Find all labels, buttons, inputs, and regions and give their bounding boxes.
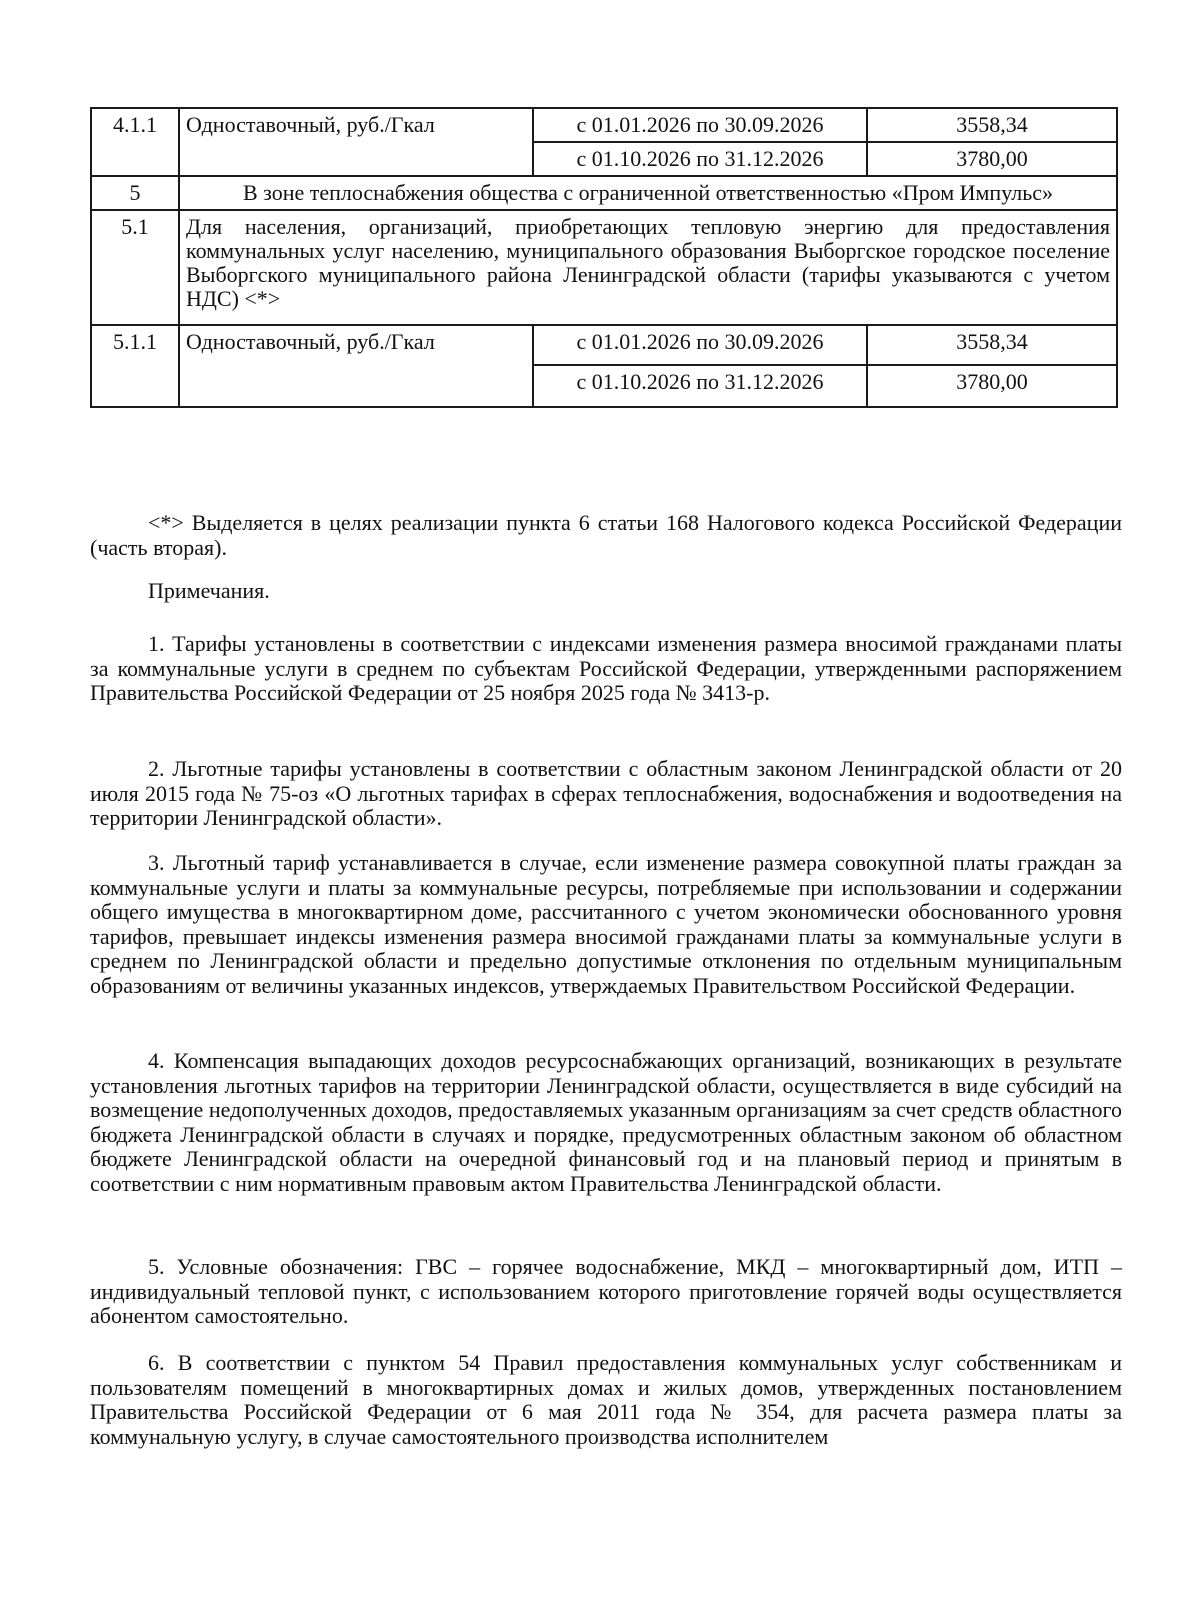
heat-supply-zone: В зоне теплоснабжения общества с ограниченной ответственностью «Пром Импульс» xyxy=(179,176,1117,210)
notes-title: Примечания. xyxy=(148,578,270,603)
tariff-value: 3780,00 xyxy=(867,142,1117,176)
note-5 xyxy=(90,1255,1122,1329)
tariff-value: 3558,34 xyxy=(867,108,1117,142)
note-text: 5. Условные обозначения: ГВС – горячее водоснабжение, МКД – многоквартирный дом, ИТП – индивидуальный тепловой пункт, с использованием которого приготовление горячей воды осуществляется абонентом самостоятельно. xyxy=(90,1254,1122,1328)
tariff-kind: Одноставочный, руб./Гкал xyxy=(179,108,533,176)
note-text: 3. Льготный тариф устанавливается в случае, если изменение размера совокупной платы граждан за коммунальные услуги и платы за коммунальные ресурсы, потребляемые при использовании и содержании общего имущества в многоквартирном доме, рассчитанного с учетом экономически обоснованного уровня тарифов, превышает индексы изменения размера вносимой гражданами платы за коммунальные услуги в среднем по Ленинградской области и предельно допустимые отклонения по отдельным муниципальным образованиям от величины указанных индексов, утверждаемых Правительством Российской Федерации. xyxy=(90,850,1122,998)
note-1 xyxy=(90,632,1122,706)
table-row xyxy=(91,210,1117,325)
row-number: 5.1.1 xyxy=(91,325,179,407)
tariff-period: с 01.10.2026 по 31.12.2026 xyxy=(533,142,867,176)
footnote xyxy=(90,511,1122,560)
row-number: 5 xyxy=(91,176,179,210)
consumer-group-description: Для населения, организаций, приобретающих тепловую энергию для предоставления коммунальных услуг населению, муниципального образования Выборгское городское поселение Выборгского муниципального района Ленинградской области (тарифы указываются с учетом НДС) <*> xyxy=(179,210,1117,325)
note-text: 4. Компенсация выпадающих доходов ресурсоснабжающих организаций, возникающих в результате установления льготных тарифов на территории Ленинградской области, осуществляется в виде субсидий на возмещение недополученных доходов, предоставляемых указанным организациям за счет средств областного бюджета Ленинградской области в случаях и порядке, предусмотренных областным законом об областном бюджете Ленинградской области на очередной финансовый год и на плановый период и принятым в соответствии с ним нормативным правовым актом Правительства Ленинградской области. xyxy=(90,1048,1122,1196)
tariff-period: с 01.10.2026 по 31.12.2026 xyxy=(533,365,867,407)
notes-heading xyxy=(90,579,1122,604)
note-text: 2. Льготные тарифы установлены в соответствии с областным законом Ленинградской области от 20 июля 2015 года № 75-оз «О льготных тарифах в сферах теплоснабжения, водоснабжения и водоотведения на территории Ленинградской области». xyxy=(90,756,1122,830)
row-number: 4.1.1 xyxy=(91,108,179,176)
tariff-kind: Одноставочный, руб./Гкал xyxy=(179,325,533,407)
note-6 xyxy=(90,1351,1122,1449)
row-number: 5.1 xyxy=(91,210,179,325)
tariff-table xyxy=(90,107,1118,408)
note-2 xyxy=(90,757,1122,831)
note-3 xyxy=(90,851,1122,998)
tariff-value: 3558,34 xyxy=(867,325,1117,365)
footnote-text: <*> Выделяется в целях реализации пункта 6 статьи 168 Налогового кодекса Российской Федерации (часть вторая). xyxy=(90,510,1122,560)
tariff-value: 3780,00 xyxy=(867,365,1117,407)
tariff-period: с 01.01.2026 по 30.09.2026 xyxy=(533,325,867,365)
note-text: 6. В соответствии с пунктом 54 Правил предоставления коммунальных услуг собственникам и пользователям помещений в многоквартирных домах и жилых домов, утвержденных постановлением Правительства Российской Федерации от 6 мая 2011 года № 354, для расчета размера платы за коммунальную услугу, в случае самостоятельного производства исполнителем xyxy=(90,1350,1122,1449)
table-row xyxy=(91,176,1117,210)
tariff-period: с 01.01.2026 по 30.09.2026 xyxy=(533,108,867,142)
note-text: 1. Тарифы установлены в соответствии с индексами изменения размера вносимой гражданами платы за коммунальные услуги в среднем по субъектам Российской Федерации, утвержденными распоряжением Правительства Российской Федерации от 25 ноября 2025 года № 3413-р. xyxy=(90,631,1122,705)
note-4 xyxy=(90,1049,1122,1196)
table-row xyxy=(91,108,1117,142)
table-row xyxy=(91,325,1117,365)
